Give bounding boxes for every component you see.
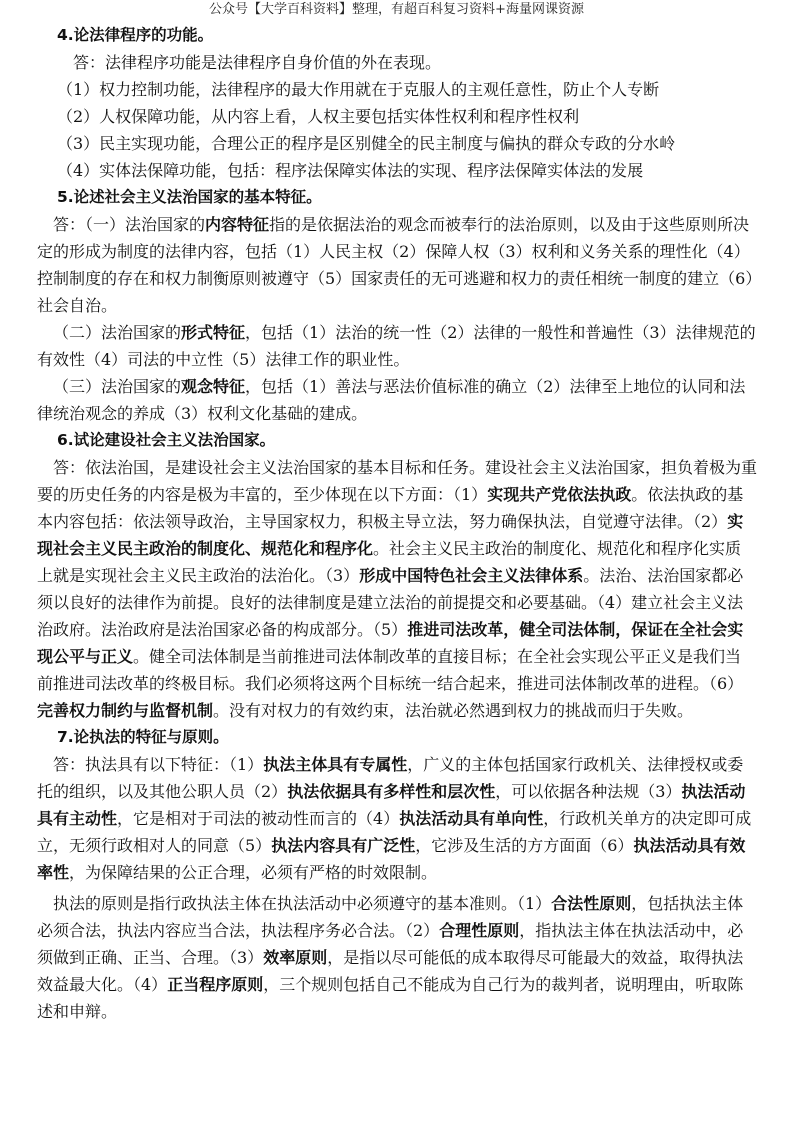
bold-term: 内容特征 [205, 215, 270, 234]
text: ，包括（1）法治的统一性（2）法律的一般性和普遍性（3）法律规范的有效性（4）司法的中立性（5）法律工作的职业性。 [37, 323, 756, 369]
bold-term: 形成中国特色社会主义法律体系 [359, 566, 584, 585]
bold-term: 合理性原则 [439, 921, 520, 940]
text: ，三个规则包括自己不能成为自己行为的裁判者，说明理由，听取陈述和申辩。 [37, 975, 744, 1021]
text: ，行政机关单方的决定即可成立，无须行政相对人的同意（5） [37, 809, 752, 855]
text: ，是指以尽可能低的成本取得尽可能最大的效益，取得执法效益最大化。（4） [37, 948, 744, 994]
bold-term: 完善权力制约与监督机制 [37, 701, 214, 720]
page-header: 公众号【大学百科资料】整理，有超百科复习资料+海量网课资源 [209, 2, 584, 17]
q7-title: 7.论执法的特征与原则。 [57, 728, 229, 746]
text: ，包括执法主体必须合法，执法内容应当合法，执法程序务必合法。（2） [37, 894, 744, 940]
q5-paragraph-2 [37, 319, 757, 373]
text: ，广义的主体包括国家行政机关、法律授权或委托的组织，以及其他公职人员（2） [37, 755, 744, 801]
text: 。社会主义民主政治的制度化、规范化和程序化实质上就是实现社会主义民主政治的法治化。（3） [37, 539, 742, 585]
document-body [37, 22, 758, 1025]
text: 答：执法具有以下特征：（1） [53, 755, 264, 774]
q4-title: 4.论法律程序的功能。 [57, 26, 214, 44]
text: ，指执法主体在执法活动中，必须做到正确、正当、合理。（3） [37, 921, 744, 967]
q4-item-3: （3）民主实现功能，合理公正的程序是区别健全的民主制度与偏执的群众专政的分水岭 [57, 134, 676, 153]
bold-term: 推进司法改革，健全司法体制，保证在全社会实现公平与正义 [37, 620, 744, 666]
text: ，包括（1）善法与恶法价值标准的确立（2）法律至上地位的认同和法律统治观念的养成（3）权利文化基础的建成。 [37, 377, 746, 423]
text: （二）法治国家的 [53, 323, 182, 342]
text: 。依法执政的基本内容包括：依法领导政治，主导国家权力，积极主导立法，努力确保执法，自觉遵守法律。（2） [37, 485, 744, 531]
bold-term: 合法性原则 [551, 894, 632, 913]
text: （三）法治国家的 [53, 377, 182, 396]
text: ，为保障结果的公正合理，必须有严格的时效限制。 [69, 863, 438, 882]
text: 答：依法治国，是建设社会主义法治国家的基本目标和任务。建设社会主义法治国家，担负着极为重要的历史任务的内容是极为丰富的，至少体现在以下方面：（1） [37, 458, 758, 504]
text: 指的是依据法治的观念而被奉行的法治原则，以及由于这些原则所决定的形成为制度的法律内容，包括（1）人民主权（2）保障人权（3）权利和义务关系的理性化（4）控制制度的存在和权力制衡原则被遵守（5）国家责任的无可逃避和权力的责任相统一制度的建立（6）社会自治。 [37, 215, 754, 315]
bold-term: 实现社会主义民主政治的制度化、规范化和程序化 [37, 512, 744, 558]
q6-paragraph [37, 454, 757, 724]
bold-term: 执法活动具有主动性 [37, 782, 746, 828]
q7-paragraph-principles [37, 890, 757, 1025]
q4-item-1: （1）权力控制功能，法律程序的最大作用就在于克服人的主观任意性，防止个人专断 [57, 80, 660, 99]
q5-paragraph-1 [37, 211, 757, 319]
q5-paragraph-3 [37, 373, 757, 427]
text: 。没有对权力的有效约束，法治就必然遇到权力的挑战而归于失败。 [213, 701, 694, 720]
bold-term: 观念特征 [181, 377, 246, 396]
q5-title: 5.论述社会主义法治国家的基本特征。 [57, 188, 322, 206]
bold-term: 执法活动具有效率性 [37, 836, 746, 882]
bold-term: 形式特征 [181, 323, 246, 342]
bold-term: 执法活动具有单向性 [399, 809, 544, 828]
bold-term: 执法内容具有广泛性 [271, 836, 416, 855]
q4-item-2: （2）人权保障功能，从内容上看，人权主要包括实体性权利和程序性权利 [57, 107, 580, 126]
text: 。健全司法体制是当前推进司法体制改革的直接目标；在全社会实现公平正义是我们当前推进司法改革的终极目标。我们必须将这两个目标统一结合起来，推进司法体制改革的进程。（6） [37, 647, 744, 693]
bold-term: 执法依据具有多样性和层次性 [287, 782, 496, 801]
q6-title: 6.试论建设社会主义法治国家。 [57, 431, 276, 449]
q7-paragraph-features [37, 751, 757, 886]
text: 。法治、法治国家都必须以良好的法律作为前提。良好的法律制度是建立法治的前提提交和必要基础。（4）建立社会主义法治政府。法治政府是法治国家必备的构成部分。（5） [37, 566, 744, 639]
text: ，它是相对于司法的被动性而言的（4） [117, 809, 400, 828]
text: ，可以依据各种法规（3） [495, 782, 682, 801]
bold-term: 实现共产党依法执政 [487, 485, 632, 504]
q4-item-4: （4）实体法保障功能，包括：程序法保障实体法的实现、程序法保障实体法的发展 [57, 161, 644, 180]
bold-term: 正当程序原则 [167, 975, 264, 994]
text: 答：（一）法治国家的 [53, 215, 206, 234]
bold-term: 效率原则 [263, 948, 328, 967]
text: ，它涉及生活的方方面面（6） [415, 836, 634, 855]
q4-intro: 答：法律程序功能是法律程序自身价值的外在表现。 [73, 53, 442, 72]
text: 执法的原则是指行政执法主体在执法活动中必须遵守的基本准则。（1） [53, 894, 552, 913]
bold-term: 执法主体具有专属性 [263, 755, 408, 774]
